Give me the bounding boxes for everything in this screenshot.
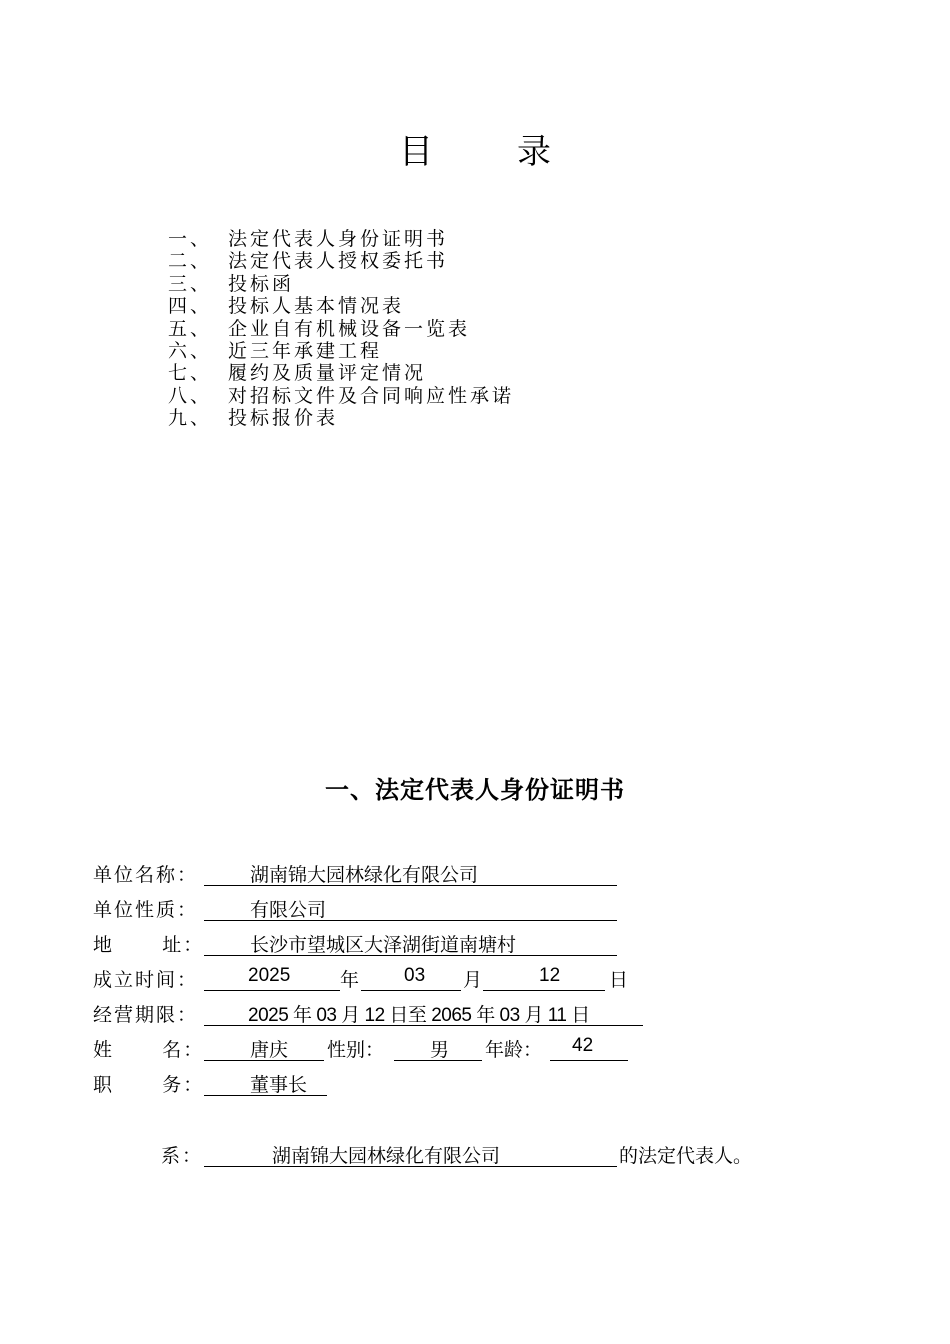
- toc-item-label: 近三年承建工程: [228, 340, 383, 363]
- gender-value: 男: [430, 1039, 450, 1061]
- toc-item-label: 投标人基本情况表: [228, 295, 405, 318]
- toc-item[interactable]: [168, 273, 514, 295]
- business-term-value: 2025 年 03 月 12 日至 2065 年 03 月 11 日: [248, 1005, 590, 1026]
- toc-item-label: 企业自有机械设备一览表: [228, 317, 471, 340]
- toc-title: [0, 124, 950, 173]
- name-label: 姓 名：: [93, 1039, 205, 1061]
- established-month-unit: 月: [463, 969, 483, 991]
- age-value: 42: [572, 1035, 594, 1056]
- toc-item-number: 二、: [168, 250, 213, 273]
- established-year-unit: 年: [340, 969, 360, 991]
- established-year-field[interactable]: [204, 965, 340, 991]
- business-term-field[interactable]: [204, 1000, 643, 1026]
- toc-item[interactable]: [168, 362, 514, 384]
- toc-item-number: 八、: [168, 384, 213, 407]
- toc-title-char-2: 录: [517, 132, 551, 172]
- toc-item-label: 法定代表人身份证明书: [228, 228, 449, 250]
- toc-item[interactable]: [168, 318, 514, 340]
- toc-item[interactable]: [168, 228, 514, 250]
- position-value: 董事长: [250, 1074, 308, 1096]
- gender-field[interactable]: [394, 1035, 482, 1061]
- toc-item[interactable]: [168, 407, 514, 429]
- toc-item-number: 三、: [168, 272, 213, 295]
- company-name-value: 湖南锦大园林绿化有限公司: [250, 864, 479, 886]
- toc-item-number: 七、: [168, 362, 213, 385]
- established-month-field[interactable]: [361, 965, 461, 991]
- company-name-field[interactable]: [204, 860, 617, 886]
- section-title: 一、法定代表人身份证明书: [325, 776, 625, 804]
- name-value: 唐庆: [250, 1039, 289, 1061]
- toc-list: [168, 228, 514, 430]
- relationship-label: 系：: [161, 1145, 204, 1167]
- toc-item-number: 五、: [168, 317, 213, 340]
- company-nature-label: 单位性质：: [93, 899, 199, 921]
- age-field[interactable]: [550, 1035, 628, 1061]
- established-day-unit: 日: [609, 969, 629, 991]
- toc-title-char-1: 目: [399, 132, 433, 172]
- toc-item[interactable]: [168, 340, 514, 362]
- toc-item-label: 法定代表人授权委托书: [228, 250, 449, 273]
- toc-item-label: 投标报价表: [228, 407, 339, 430]
- relationship-value: 湖南锦大园林绿化有限公司: [272, 1145, 501, 1167]
- position-field[interactable]: [204, 1070, 327, 1096]
- company-name-label: 单位名称：: [93, 864, 199, 886]
- toc-item-label: 对招标文件及合同响应性承诺: [228, 384, 515, 407]
- address-field[interactable]: [204, 930, 617, 956]
- position-label: 职 务：: [93, 1074, 205, 1096]
- address-value: 长沙市望城区大泽湖街道南塘村: [250, 934, 517, 956]
- age-label: 年龄：: [485, 1039, 543, 1061]
- toc-item-number: 九、: [168, 407, 213, 430]
- toc-item[interactable]: [168, 385, 514, 407]
- name-field[interactable]: [204, 1035, 324, 1061]
- established-month-value: 03: [404, 965, 426, 986]
- established-day-value: 12: [539, 965, 561, 986]
- toc-item[interactable]: [168, 295, 514, 317]
- relationship-field[interactable]: [204, 1141, 617, 1167]
- company-nature-value: 有限公司: [250, 899, 327, 921]
- toc-item-number: 六、: [168, 340, 213, 363]
- gender-label: 性别：: [327, 1039, 385, 1061]
- toc-item-label: 投标函: [228, 272, 295, 295]
- toc-item-number: 四、: [168, 295, 213, 318]
- relationship-suffix: 的法定代表人。: [619, 1145, 753, 1167]
- toc-item[interactable]: [168, 250, 514, 272]
- established-day-field[interactable]: [483, 965, 605, 991]
- toc-item-number: 一、: [168, 228, 213, 250]
- business-term-label: 经营期限：: [93, 1004, 199, 1026]
- address-label: 地 址：: [93, 934, 205, 956]
- established-year-value: 2025: [248, 965, 291, 986]
- company-nature-field[interactable]: [204, 895, 617, 921]
- toc-item-label: 履约及质量评定情况: [228, 362, 427, 385]
- established-label: 成立时间：: [93, 969, 199, 991]
